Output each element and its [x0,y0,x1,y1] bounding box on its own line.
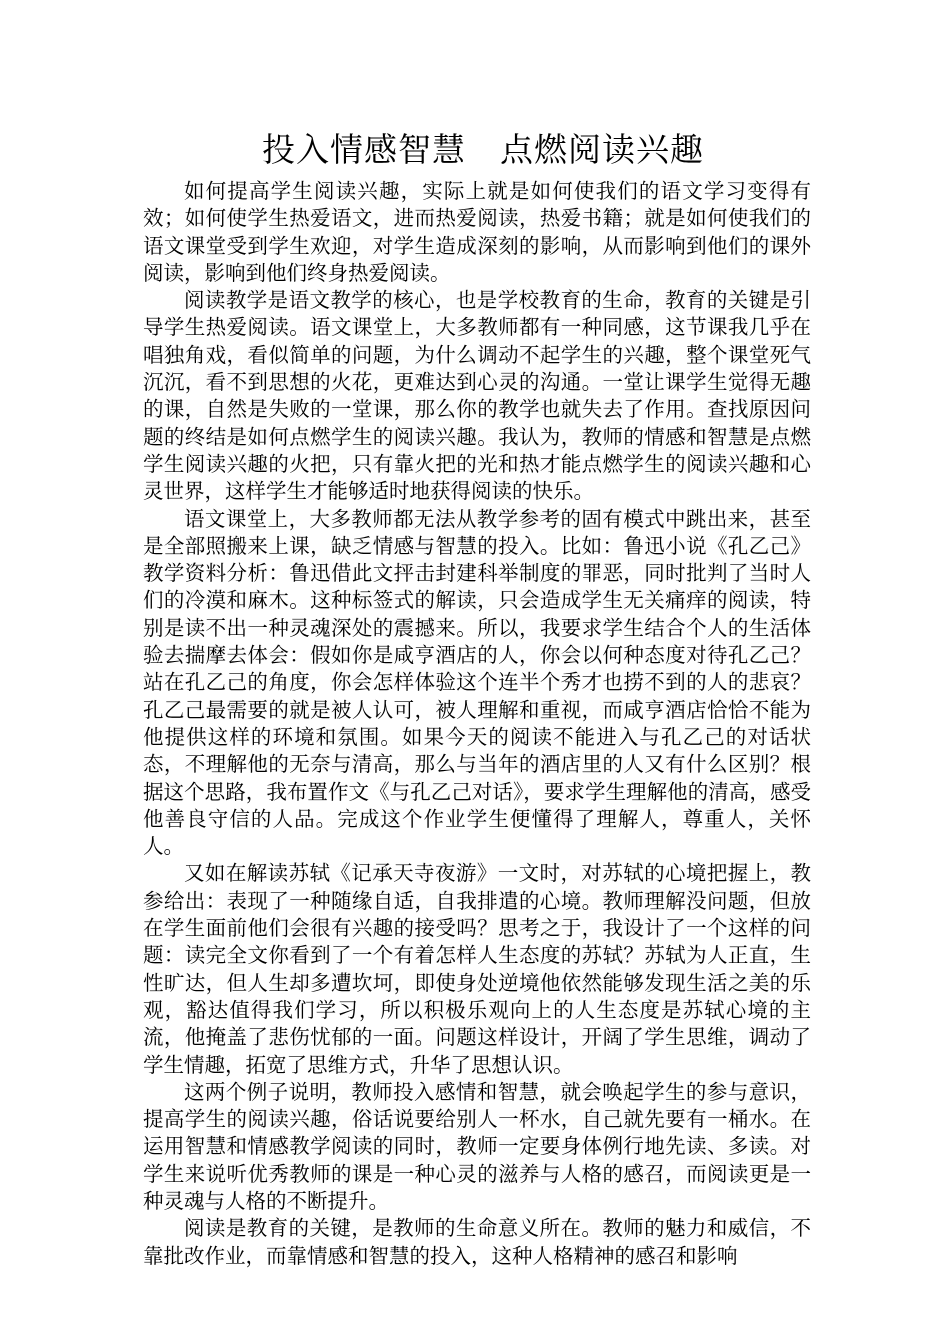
paragraph-2: 阅读教学是语文教学的核心，也是学校教育的生命，教育的关键是引导学生热爱阅读。语文课堂上，大多教师都有一种同感，这节课我几乎在唱独角戏，看似简单的问题，为什么调动不起学生的兴趣，整个课堂死气沉沉，看不到思想的火花，更难达到心灵的沟通。一堂让课学生觉得无趣的课，自然是失败的一堂课，那么你的教学也就失去了作用。查找原因问题的终结是如何点燃学生的阅读兴趣。我认为，教师的情感和智慧是点燃学生阅读兴趣的火把，只有靠火把的光和热才能点燃学生的阅读兴趣和心灵世界，这样学生才能够适时地获得阅读的快乐。 [143,288,811,504]
document-page [143,128,811,1270]
paragraph-5: 这两个例子说明，教师投入感情和智慧，就会唤起学生的参与意识，提高学生的阅读兴趣，俗话说要给别人一杯水，自己就先要有一桶水。在运用智慧和情感教学阅读的同时，教师一定要身体例行地先读、多读。对学生来说听优秀教师的课是一种心灵的滋养与人格的感召，而阅读更是一种灵魂与人格的不断提升。 [143,1079,811,1213]
document-title: 投入情感智慧 点燃阅读兴趣 [262,130,704,169]
paragraph-4: 又如在解读苏轼《记承天寺夜游》一文时，对苏轼的心境把握上，教参给出：表现了一种随缘自适，自我排遣的心境。教师理解没问题，但放在学生面前他们会很有兴趣的接受吗？思考之于，我设计了一个这样的问题：读完全文你看到了一个有着怎样人生态度的苏轼？苏轼为人正直，生性旷达，但人生却多遭坎坷，即使身处逆境他依然能够发现生活之美的乐观，豁达值得我们学习，所以积极乐观向上的人生态度是苏轼心境的主流，他掩盖了悲伤忧郁的一面。问题这样设计，开阔了学生思维，调动了学生情趣，拓宽了思维方式，升华了思想认识。 [143,861,811,1077]
paragraph-6: 阅读是教育的关键，是教师的生命意义所在。教师的魅力和威信，不靠批改作业，而靠情感和智慧的投入，这种人格精神的感召和影响 [143,1216,811,1268]
paragraph-1: 如何提高学生阅读兴趣，实际上就是如何使我们的语文学习变得有效；如何使学生热爱语文，进而热爱阅读，热爱书籍；就是如何使我们的语文课堂受到学生欢迎，对学生造成深刻的影响，从而影响到他们的课外阅读，影响到他们终身热爱阅读。 [143,179,811,285]
paragraph-3: 语文课堂上，大多教师都无法从教学参考的固有模式中跳出来，甚至是全部照搬来上课，缺乏情感与智慧的投入。比如：鲁迅小说《孔乙己》教学资料分析：鲁迅借此文抨击封建科举制度的罪恶，同时批判了当时人们的冷漠和麻木。这种标签式的解读，只会造成学生无关痛痒的阅读，特别是读不出一种灵魂深处的震撼来。所以，我要求学生结合个人的生活体验去揣摩去体会：假如你是咸亨酒店的人，你会以何种态度对待孔乙己？站在孔乙己的角度，你会怎样体验这个连半个秀才也捞不到的人的悲哀？孔乙己最需要的就是被人认可，被人理解和重视，而咸亨酒店恰恰不能为他提供这样的环境和氛围。如果今天的阅读不能进入与孔乙己的对话状态，不理解他的无奈与清高，那么与当年的酒店里的人又有什么区别？根据这个思路，我布置作文《与孔乙己对话》，要求学生理解他的清高，感受他善良守信的人品。完成这个作业学生便懂得了理解人，尊重人，关怀人。 [143,506,811,859]
